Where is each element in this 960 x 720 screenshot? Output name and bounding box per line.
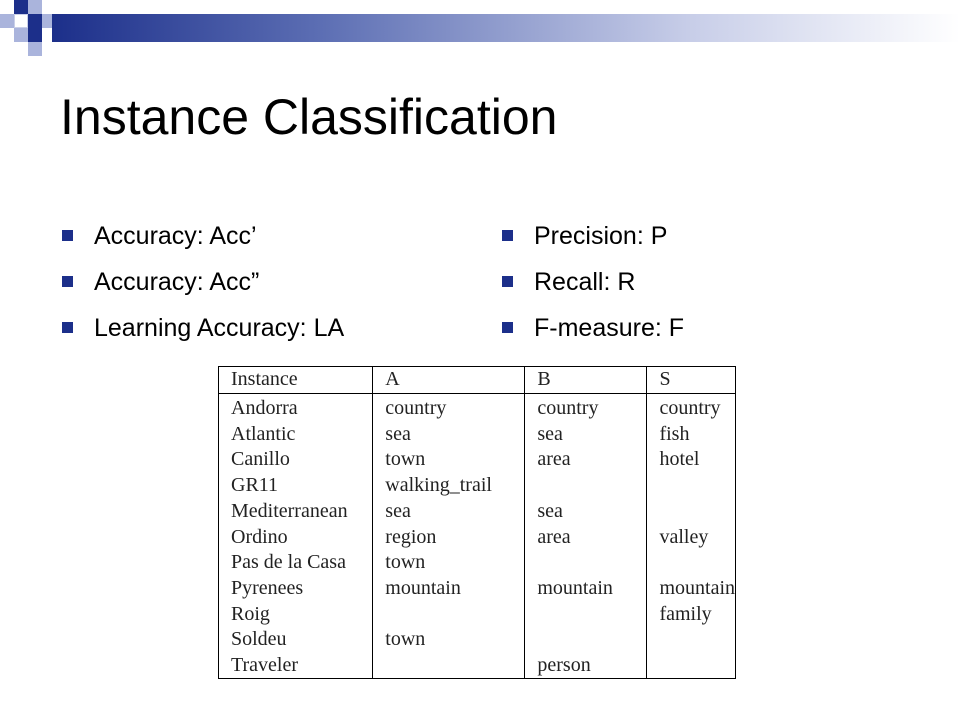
table-cell: sea [373,422,525,448]
table-cell: Mediterranean [231,499,348,522]
column-header: B [525,367,647,394]
table-row [219,422,735,448]
table-cell: sea [525,499,647,525]
square-bullet-icon [62,230,73,241]
decor-square [14,0,28,14]
bullet-item [502,216,684,262]
table-cell: town [373,447,525,473]
slide-title: Instance Classification [60,89,558,145]
table-cell: Traveler [231,654,299,677]
table-cell: sea [525,422,647,448]
table-cell: sea [373,499,525,525]
table-cell: Roig [231,602,270,625]
square-bullet-icon [502,230,513,241]
bullet-text: Accuracy: Acc” [94,268,260,296]
table-body [219,394,735,679]
column-header: S [647,367,735,394]
table-cell [525,627,647,653]
bullet-item [62,308,344,354]
decor-square [14,14,28,28]
table-cell: Canillo [231,448,290,471]
square-bullet-icon [502,322,513,333]
table-cell [647,473,735,499]
table-cell: mountain [647,576,735,602]
table-row [219,447,735,473]
table-cell: fish [647,422,735,448]
table-row [219,627,735,653]
table-cell: town [373,627,525,653]
table-cell: valley [647,525,735,551]
table-cell [647,550,735,576]
table-row [219,576,735,602]
table-row [219,602,735,628]
table-cell: country [647,394,735,422]
bullet-text: F-measure: F [534,314,685,342]
table-header-row [219,367,735,394]
table-row [219,525,735,551]
classification-table [218,366,736,679]
left-bullet-list [62,216,344,354]
table-cell: country [373,394,525,422]
bullet-item [502,262,684,308]
bullet-item [502,308,684,354]
table-cell [525,550,647,576]
table-cell: GR11 [231,474,279,497]
header-gradient-bar [52,14,960,42]
decor-square [14,28,28,42]
table-cell [373,653,525,679]
table-cell: Ordino [231,525,288,548]
table-cell [647,499,735,525]
decor-square [28,14,42,28]
bullet-text: Recall: R [534,268,636,296]
table-cell: walking_trail [373,473,525,499]
table-cell: hotel [647,447,735,473]
square-bullet-icon [62,322,73,333]
decor-square [42,14,52,28]
bullet-item [62,262,344,308]
right-bullet-list [502,216,684,354]
table-cell: family [647,602,735,628]
table-cell [373,602,525,628]
table-cell: mountain [525,576,647,602]
table-cell: region [373,525,525,551]
table-row [219,499,735,525]
table-cell: Pyrenees [231,576,304,599]
square-bullet-icon [502,276,513,287]
table-row [219,653,735,679]
table-cell: person [525,653,647,679]
decor-square [28,0,42,14]
column-header: Instance [219,367,373,394]
table-row [219,394,735,422]
table-row [219,550,735,576]
decor-square [28,28,42,42]
table-cell: Soldeu [231,628,287,651]
bullet-text: Precision: P [534,222,668,250]
table-cell: Pas de la Casa [231,551,346,574]
square-bullet-icon [62,276,73,287]
table-cell: area [525,447,647,473]
table-cell: town [373,550,525,576]
table-cell: country [525,394,647,422]
table-row [219,473,735,499]
table-cell: Atlantic [231,422,296,445]
column-header: A [373,367,525,394]
table-cell [525,473,647,499]
bullet-item [62,216,344,262]
table-cell [647,627,735,653]
table-cell [647,653,735,679]
table-cell [525,602,647,628]
table-cell: area [525,525,647,551]
decor-square [28,42,42,56]
bullet-text: Learning Accuracy: LA [94,314,345,342]
decor-square [0,14,14,28]
bullet-text: Accuracy: Acc’ [94,222,257,250]
table-cell: mountain [373,576,525,602]
table-cell: Andorra [231,397,298,419]
